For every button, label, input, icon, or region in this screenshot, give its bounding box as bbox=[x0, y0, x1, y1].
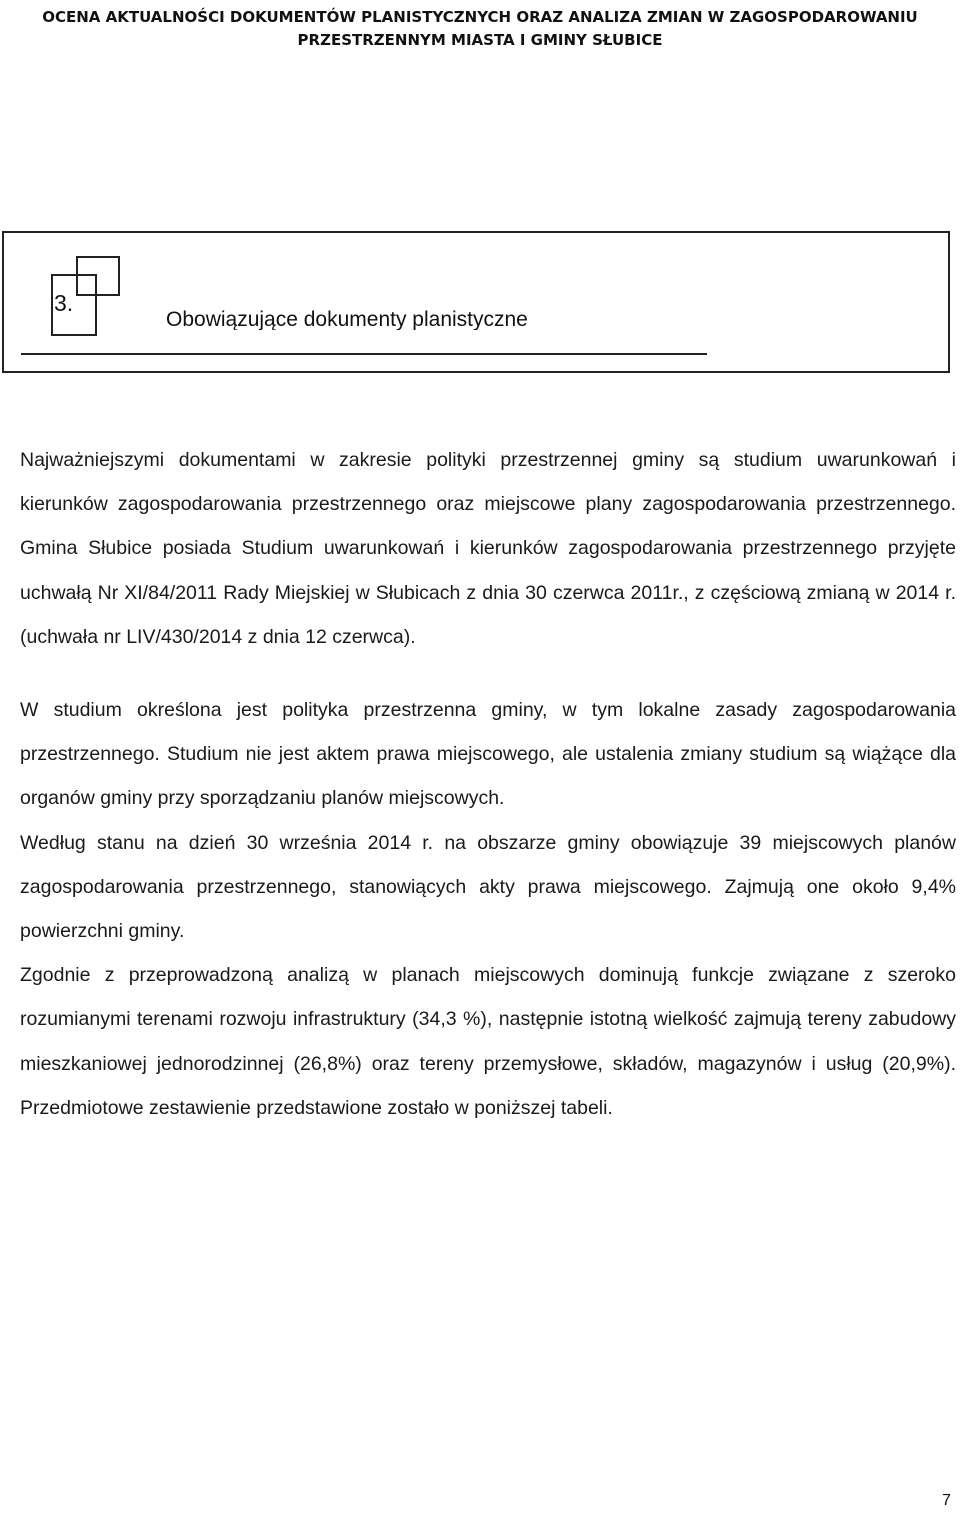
section-heading-box bbox=[2, 231, 950, 373]
header-line-1: OCENA AKTUALNOŚCI DOKUMENTÓW PLANISTYCZNYCH ORAZ ANALIZA ZMIAN W ZAGOSPODAROWANIU bbox=[42, 8, 918, 26]
document-header bbox=[0, 6, 960, 52]
body-text bbox=[20, 438, 956, 1130]
section-number: 3. bbox=[54, 290, 74, 316]
paragraph-4: Zgodnie z przeprowadzoną analizą w planach miejscowych dominują funkcje związane z szeroko rozumianymi terenami rozwoju infrastruktury (34,3 %), następnie istotną wielkość zajmują tereny zabudowy mieszkaniowej jednorodzinnej (26,8%) oraz tereny przemysłowe, składów, magazynów i usług (20,9%). Przedmiotowe zestawienie przedstawione zostało w poniższej tabeli. bbox=[20, 964, 956, 1119]
header-line-2: PRZESTRZENNYM MIASTA I GMINY SŁUBICE bbox=[297, 31, 663, 49]
paragraph-1: Najważniejszymi dokumentami w zakresie polityki przestrzennej gminy są studium uwarunkowań i kierunków zagospodarowania przestrzennego oraz miejscowe plany zagospodarowania przestrzennego. Gmina Słubice posiada Studium uwarunkowań i kierunków zagospodarowania przestrzennego przyjęte uchwałą Nr XI/84/2011 Rady Miejskiej w Słubicach z dnia 30 czerwca 2011r., z częściową zmianą w 2014 r. (uchwała nr LIV/430/2014 z dnia 12 czerwca). bbox=[20, 449, 956, 648]
decorative-square-upper bbox=[76, 256, 120, 296]
section-underline bbox=[21, 353, 707, 355]
section-title: Obowiązujące dokumenty planistyczne bbox=[166, 308, 528, 330]
paragraph-2: W studium określona jest polityka przestrzenna gminy, w tym lokalne zasady zagospodarowania przestrzennego. Studium nie jest aktem prawa miejscowego, ale ustalenia zmiany studium są wiążące dla organów gminy przy sporządzaniu planów miejscowych. bbox=[20, 699, 956, 810]
paragraph-3: Według stanu na dzień 30 września 2014 r. na obszarze gminy obowiązuje 39 miejscowych planów zagospodarowania przestrzennego, stanowiących akty prawa miejscowego. Zajmują one około 9,4% powierzchni gminy. bbox=[20, 831, 956, 943]
page-number: 7 bbox=[942, 1492, 951, 1509]
